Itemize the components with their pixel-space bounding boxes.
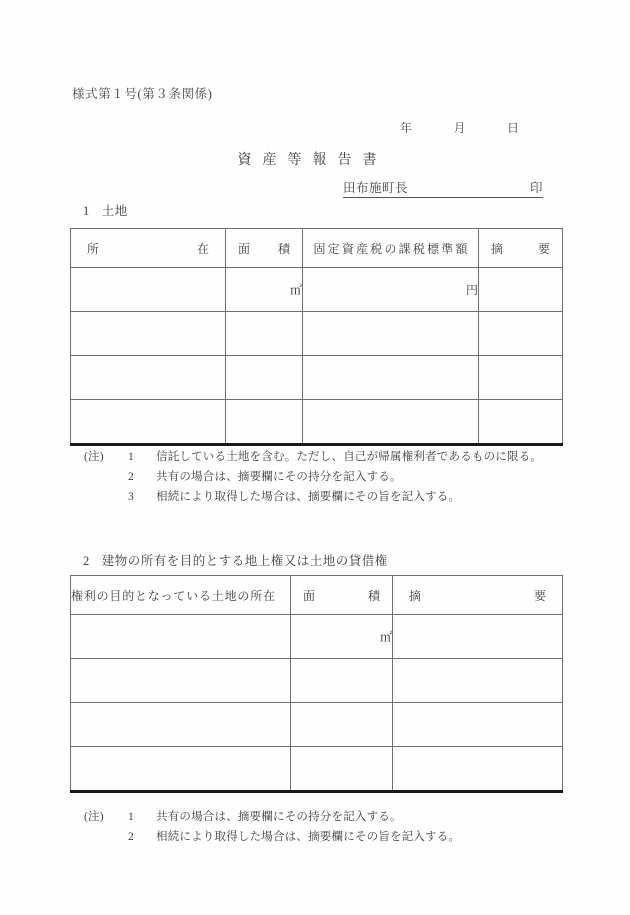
- cell-location[interactable]: [71, 747, 291, 792]
- page-title: 資産等報告書: [237, 153, 388, 168]
- note-text: 信託している土地を含む。ただし、自己が帰属権利者であるものに限る。: [156, 451, 543, 463]
- date-month-label: 月: [453, 121, 467, 135]
- note-item: [84, 827, 460, 847]
- section-number: 1: [83, 204, 90, 218]
- cell-tax-base-unit[interactable]: 円: [303, 268, 479, 312]
- note-number: 3: [128, 491, 134, 503]
- cell-area[interactable]: [226, 312, 303, 356]
- section-number: 2: [83, 554, 90, 568]
- note-number: 1: [128, 811, 134, 823]
- cell-location[interactable]: [71, 703, 291, 747]
- recipient-line: [343, 178, 543, 198]
- notes-label: (注): [84, 811, 104, 823]
- table-row: [71, 356, 563, 400]
- cell-area[interactable]: [226, 400, 303, 445]
- header-remarks-left: 摘: [491, 241, 504, 256]
- cell-remarks[interactable]: [393, 747, 563, 792]
- header-area-left: 面: [238, 241, 251, 256]
- cell-remarks[interactable]: [479, 312, 563, 356]
- header-remarks-right: 要: [537, 241, 550, 256]
- cell-remarks[interactable]: [479, 400, 563, 445]
- table-header-row: [71, 229, 563, 268]
- cell-remarks[interactable]: [393, 703, 563, 747]
- cell-location[interactable]: [71, 268, 226, 312]
- header-remarks-right: 要: [533, 588, 546, 603]
- note-number: 1: [128, 451, 134, 463]
- cell-area[interactable]: [291, 659, 393, 703]
- cell-location[interactable]: [71, 659, 291, 703]
- table-row: [71, 400, 563, 445]
- note-text: 共有の場合は、摘要欄にその持分を記入する。: [156, 471, 402, 483]
- date-line: [400, 119, 520, 136]
- cell-location[interactable]: [71, 400, 226, 445]
- cell-area-unit[interactable]: ㎡: [291, 615, 393, 659]
- table-row: [71, 268, 563, 312]
- section-title: 土地: [101, 204, 128, 218]
- cell-remarks[interactable]: [479, 356, 563, 400]
- notes-label: (注): [84, 451, 104, 463]
- section-heading-leasehold: [83, 551, 388, 569]
- seal-mark: 印: [529, 181, 543, 195]
- cell-location[interactable]: [71, 615, 291, 659]
- table-header-row: [71, 576, 563, 615]
- cell-area[interactable]: [291, 747, 393, 792]
- header-cell-area: [226, 229, 303, 268]
- note-text: 相続により取得した場合は、摘要欄にその旨を記入する。: [156, 831, 461, 843]
- table-row: [71, 659, 563, 703]
- header-cell-location: [71, 229, 226, 268]
- note-number: 2: [128, 471, 134, 483]
- header-location-right: 在: [196, 241, 209, 256]
- cell-area[interactable]: [226, 356, 303, 400]
- header-cell-right-location: 権利の目的となっている土地の所在: [71, 576, 291, 615]
- note-text: 相続により取得した場合は、摘要欄にその旨を記入する。: [156, 491, 461, 503]
- note-text: 共有の場合は、摘要欄にその持分を記入する。: [156, 811, 402, 823]
- cell-tax-base[interactable]: [303, 312, 479, 356]
- section-title: 建物の所有を目的とする地上権又は土地の貸借権: [101, 554, 388, 568]
- note-item: [84, 807, 460, 827]
- note-item: [84, 487, 542, 507]
- cell-location[interactable]: [71, 312, 226, 356]
- cell-remarks[interactable]: [393, 615, 563, 659]
- table-row: [71, 703, 563, 747]
- note-item: [84, 447, 542, 467]
- table-row: [71, 615, 563, 659]
- header-cell-remarks: [479, 229, 563, 268]
- header-cell-remarks: [393, 576, 563, 615]
- section-heading-land: [83, 201, 128, 219]
- recipient-addressee: 田布施町長: [343, 181, 409, 195]
- table-row: [71, 747, 563, 792]
- table-row: [71, 312, 563, 356]
- header-cell-area: [291, 576, 393, 615]
- header-remarks-left: 摘: [409, 588, 422, 603]
- leasehold-table: [70, 575, 563, 793]
- leasehold-table-notes: [84, 807, 460, 847]
- header-area-right: 積: [367, 588, 380, 603]
- cell-remarks[interactable]: [479, 268, 563, 312]
- cell-location[interactable]: [71, 356, 226, 400]
- form-number: 様式第１号(第３条関係): [72, 87, 213, 101]
- cell-area[interactable]: [291, 703, 393, 747]
- header-cell-tax-base: 固定資産税の課税標準額: [303, 229, 479, 268]
- land-table: [70, 228, 563, 446]
- note-item: [84, 467, 542, 487]
- cell-tax-base[interactable]: [303, 356, 479, 400]
- land-table-notes: [84, 447, 542, 507]
- header-location-left: 所: [87, 241, 100, 256]
- date-day-label: 日: [507, 121, 520, 135]
- header-area-right: 積: [277, 241, 290, 256]
- cell-area-unit[interactable]: ㎡: [226, 268, 303, 312]
- note-number: 2: [128, 831, 134, 843]
- cell-remarks[interactable]: [393, 659, 563, 703]
- date-year-label: 年: [400, 121, 413, 135]
- cell-tax-base[interactable]: [303, 400, 479, 445]
- header-area-left: 面: [303, 588, 316, 603]
